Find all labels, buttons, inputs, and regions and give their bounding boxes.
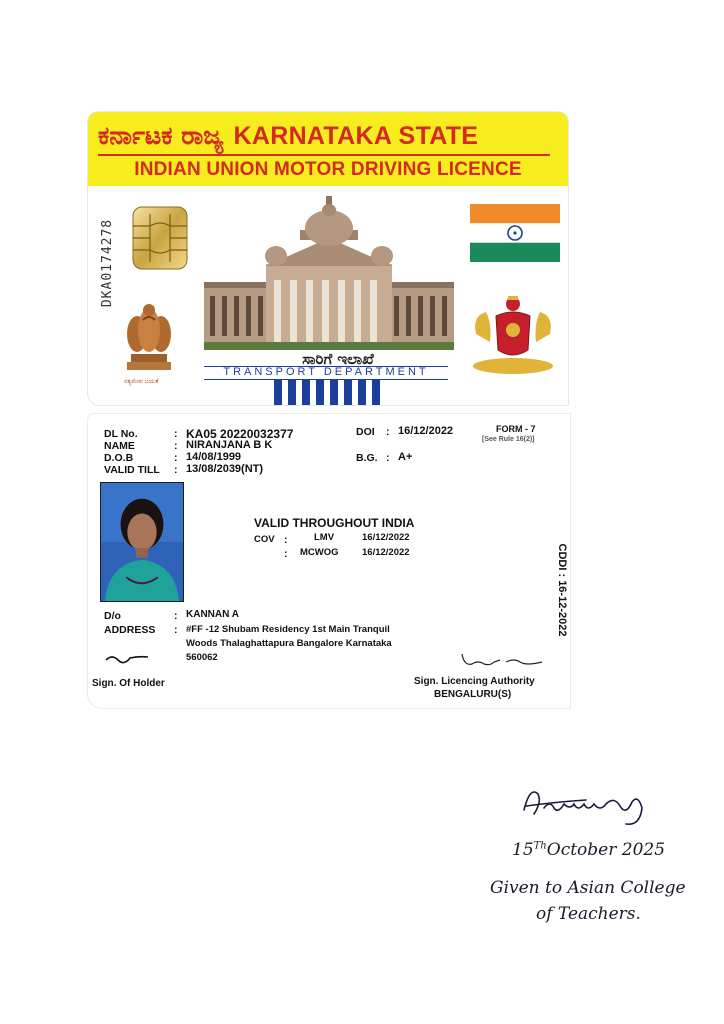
national-emblem-icon xyxy=(121,300,177,376)
cov-label: COV xyxy=(254,534,275,545)
colon: : xyxy=(174,452,178,464)
header-divider xyxy=(98,154,550,156)
blue-stripes-decoration xyxy=(274,380,380,405)
handwritten-note-line1: Given to Asian College xyxy=(490,878,686,898)
state-title xyxy=(98,118,558,154)
date-of-issue: 16/12/2022 xyxy=(398,425,454,437)
indian-flag-icon xyxy=(470,204,560,262)
colon: : xyxy=(174,610,178,622)
dob-label: D.O.B xyxy=(104,452,134,464)
holder-name: NIRANJANA B K xyxy=(186,439,273,451)
relation-label: D/o xyxy=(104,610,121,622)
cddi-date: CDDI : 16-12-2022 xyxy=(556,543,568,637)
vidhana-soudha-image xyxy=(204,194,454,350)
handwritten-note-line2: of Teachers. xyxy=(536,904,641,924)
colon: : xyxy=(386,426,390,438)
address-line: Woods Thalaghattapura Bangalore Karnataka xyxy=(186,638,392,649)
licence-card-front xyxy=(88,112,568,405)
state-name-english: KARNATAKA STATE xyxy=(233,121,479,150)
valid-till-date: 13/08/2039(NT) xyxy=(186,463,264,475)
relation-name: KANNAN A xyxy=(186,609,239,620)
blood-group: A+ xyxy=(398,451,413,463)
licence-card-back xyxy=(88,414,570,708)
card-header xyxy=(88,112,568,186)
card-serial-number: DKA0174278 xyxy=(100,218,115,308)
emblem-motto: ಸತ್ಯಮೇವ ಜಯತೆ xyxy=(124,378,159,385)
department-name-english: TRANSPORT DEPARTMENT xyxy=(204,366,448,380)
colon: : xyxy=(386,452,390,464)
holder-photo xyxy=(100,482,184,602)
name-label: NAME xyxy=(104,440,135,452)
dl-no-label: DL No. xyxy=(104,428,138,440)
cov-class: LMV xyxy=(314,532,335,543)
cov-date: 16/12/2022 xyxy=(362,532,410,543)
colon: : xyxy=(174,464,178,476)
dl-number: KA05 20220032377 xyxy=(186,427,294,441)
colon: : xyxy=(284,548,288,560)
address-label: ADDRESS xyxy=(104,624,156,636)
handwritten-date xyxy=(512,840,665,860)
colon: : xyxy=(174,440,178,452)
address-line: 560062 xyxy=(186,652,218,663)
karnataka-state-seal-icon xyxy=(468,294,558,378)
cov-date: 16/12/2022 xyxy=(362,547,410,558)
sign-of-holder-label: Sign. Of Holder xyxy=(92,678,165,689)
date-of-birth: 14/08/1999 xyxy=(186,451,242,463)
licence-title: INDIAN UNION MOTOR DRIVING LICENCE xyxy=(134,159,522,180)
cov-class: MCWOG xyxy=(300,547,339,558)
colon: : xyxy=(284,534,288,546)
handwritten-signature xyxy=(516,780,656,830)
doi-label: DOI xyxy=(356,426,375,438)
date-rest: October 2025 xyxy=(546,840,666,860)
blood-group-label: B.G. xyxy=(356,452,378,464)
valid-till-label: VALID TILL xyxy=(104,464,160,476)
authority-signature xyxy=(458,650,548,672)
form-number: FORM - 7 xyxy=(496,424,536,434)
state-name-kannada: ಕರ್ನಾಟಕ ರಾಜ್ಯ xyxy=(98,121,224,150)
sign-authority-label: Sign. Licencing Authority xyxy=(414,676,535,687)
authority-place: BENGALURU(S) xyxy=(434,689,512,700)
date-day: 15 xyxy=(512,840,534,860)
holder-signature xyxy=(104,652,150,664)
rule-reference: [See Rule 16(2)] xyxy=(482,436,535,443)
smart-chip-icon xyxy=(132,206,188,270)
valid-throughout-india: VALID THROUGHOUT INDIA xyxy=(254,516,415,530)
date-suffix: Th xyxy=(533,840,547,852)
colon: : xyxy=(174,624,178,636)
address-line: #FF -12 Shubam Residency 1st Main Tranquil xyxy=(186,624,390,635)
colon: : xyxy=(174,428,178,440)
department-name-kannada: ಸಾರಿಗೆ ಇಲಾಖೆ xyxy=(302,350,374,368)
